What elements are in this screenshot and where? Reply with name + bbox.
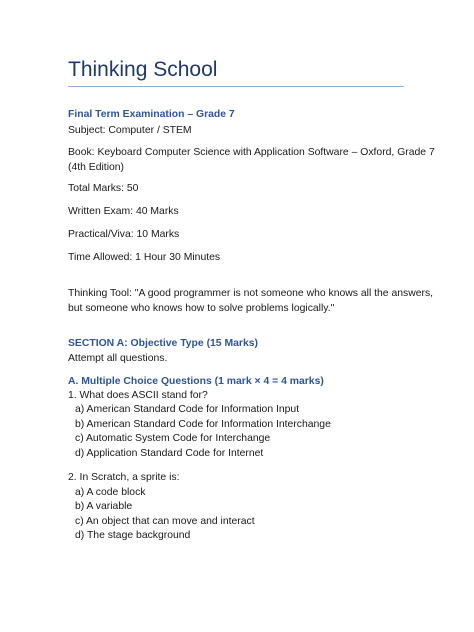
thinking-tool-line-2: but someone who knows how to solve problems logically." xyxy=(68,303,335,314)
mcq-heading: A. Multiple Choice Questions (1 mark × 4 = 4 marks) xyxy=(68,376,324,387)
document-title: Thinking School xyxy=(68,58,218,81)
question-2: 2. In Scratch, a sprite is: xyxy=(68,472,180,483)
exam-subject: Subject: Computer / STEM xyxy=(68,125,192,136)
exam-heading: Final Term Examination – Grade 7 xyxy=(68,109,235,120)
question-2-option-a: a) A code block xyxy=(75,487,146,498)
question-1-option-b: b) American Standard Code for Information Interchange xyxy=(75,419,331,430)
question-1-option-c: c) Automatic System Code for Interchange xyxy=(75,433,271,444)
exam-practical-marks: Practical/Viva: 10 Marks xyxy=(68,229,180,240)
exam-total-marks: Total Marks: 50 xyxy=(68,183,139,194)
question-2-option-b: b) A variable xyxy=(75,501,133,512)
exam-book-line-2: (4th Edition) xyxy=(68,162,125,173)
question-1-option-d: d) Application Standard Code for Internet xyxy=(75,448,264,459)
question-2-option-c: c) An object that can move and interact xyxy=(75,516,255,527)
question-1-option-a: a) American Standard Code for Information Input xyxy=(75,404,300,415)
exam-written-marks: Written Exam: 40 Marks xyxy=(68,206,179,217)
section-a-heading: SECTION A: Objective Type (15 Marks) xyxy=(68,338,258,349)
question-1: 1. What does ASCII stand for? xyxy=(68,390,208,401)
exam-time-allowed: Time Allowed: 1 Hour 30 Minutes xyxy=(68,252,221,263)
title-divider xyxy=(68,86,404,87)
thinking-tool-line-1: Thinking Tool: "A good programmer is not someone who knows all the answers, xyxy=(68,288,434,299)
question-2-option-d: d) The stage background xyxy=(75,530,191,541)
exam-book-line-1: Book: Keyboard Computer Science with Application Software – Oxford, Grade 7 xyxy=(68,147,435,158)
section-a-instruction: Attempt all questions. xyxy=(68,353,168,364)
